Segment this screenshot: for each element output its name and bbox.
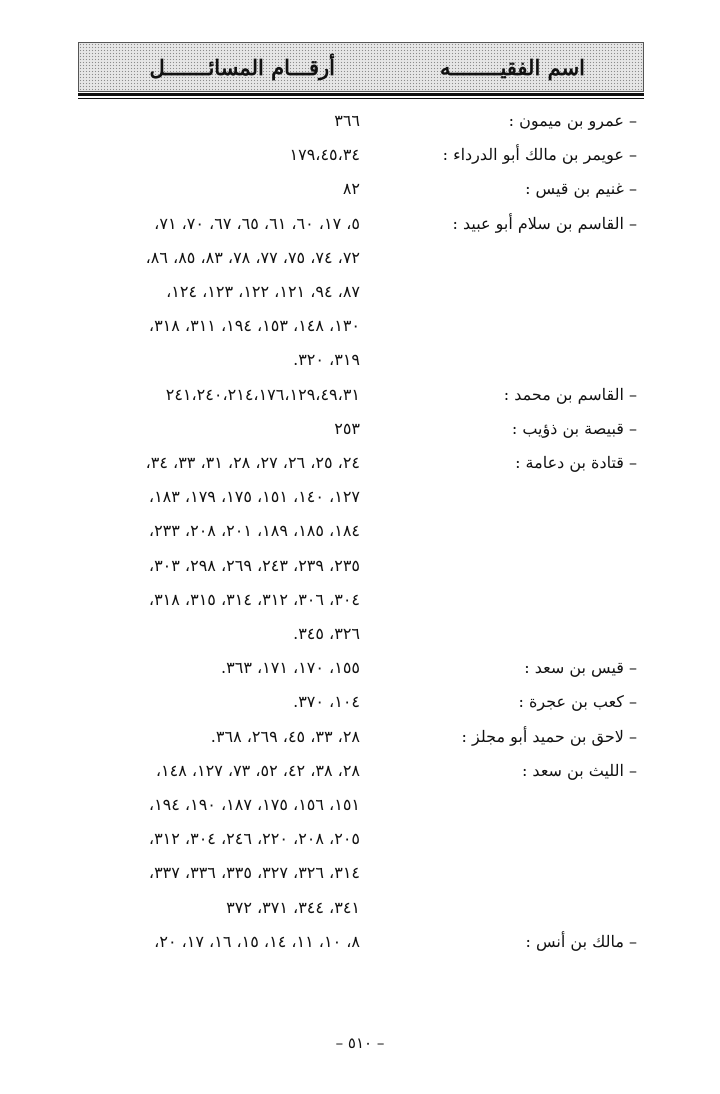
issue-numbers-line: ١٠٤، ٣٧٠. [293,692,360,712]
jurist-name: – غنيم بن قيس : [525,179,637,199]
jurist-name: – لاحق بن حميد أبو مجلز : [461,726,637,746]
issue-numbers-line: ٣١٩، ٣٢٠. [293,350,360,370]
jurist-name: – مالك بن أنس : [525,931,637,951]
jurist-name: – كعب بن عجرة : [518,692,637,712]
issue-numbers-line: ٨٧، ٩٤، ١٢١، ١٢٢، ١٢٣، ١٢٤، [166,282,360,301]
issue-numbers-line: ٨٢ [342,179,360,199]
issue-numbers-line: ٣٦٦ [334,111,360,130]
issue-numbers-line: ١٧٩،٤٥،٣٤ [289,145,360,165]
header-jurist-name: اسم الفقيــــــــه [439,55,585,80]
issue-numbers-line: ٢٠٥، ٢٠٨، ٢٢٠، ٢٤٦، ٣٠٤، ٣١٢، [148,829,360,849]
issue-numbers-line: ١٢٧، ١٤٠، ١٥١، ١٧٥، ١٧٩، ١٨٣، [148,487,360,507]
issue-numbers-line: ٢٣٥، ٢٣٩، ٢٤٣، ٢٦٩، ٢٩٨، ٣٠٣، [148,555,360,575]
issue-numbers-line: ١٥٥، ١٧٠، ١٧١، ٣٦٣. [221,658,360,678]
issue-numbers-line: ٨، ١٠، ١١، ١٤، ١٥، ١٦، ١٧، ٢٠، [154,931,360,951]
issue-numbers-line: ٢٨، ٣٣، ٤٥، ٢٦٩، ٣٦٨. [210,726,360,746]
jurist-name: – القاسم بن سلام أبو عبيد : [452,213,637,233]
issue-numbers-line: ٢٨، ٣٨، ٤٢، ٥٢، ٧٣، ١٢٧، ١٤٨، [155,760,360,780]
issue-numbers-line: ٢٤١،٢٤٠،٢١٤،١٧٦،١٢٩،٤٩،٣١ [165,384,360,404]
jurist-name: – قبيصة بن ذؤيب : [511,418,637,438]
jurist-name: – عمرو بن ميمون : [508,111,637,130]
issue-numbers-line: ١٣٠، ١٤٨، ١٥٣، ١٩٤، ٣١١، ٣١٨، [148,316,360,336]
jurist-name: – قيس بن سعد : [524,658,637,678]
issue-numbers-line: ٣٤١، ٣٤٤، ٣٧١، ٣٧٢ [226,897,360,917]
issue-numbers-line: ٣٢٦، ٣٤٥. [293,624,360,643]
header-issue-numbers: أرقـــام المسائـــــــل [149,55,335,80]
issue-numbers-line: ١٥١، ١٥٦، ١٧٥، ١٨٧، ١٩٠، ١٩٤، [148,795,360,814]
page-number: – ٥١٠ – [335,1034,385,1052]
issue-numbers-line: ٢٥٣ [334,418,360,438]
issue-numbers-line: ٧٢، ٧٤، ٧٥، ٧٧، ٧٨، ٨٣، ٨٥، ٨٦، [145,247,360,267]
issue-numbers-line: ٥، ١٧، ٦٠، ٦١، ٦٥، ٦٧، ٧٠، ٧١، [154,213,360,233]
jurist-name: – الليث بن سعد : [521,760,637,780]
jurist-name: – عويمر بن مالك أبو الدرداء : [442,145,637,165]
jurist-name: – قتادة بن دعامة : [515,453,637,472]
jurist-name: – القاسم بن محمد : [503,384,637,404]
issue-numbers-line: ٣١٤، ٣٢٦، ٣٢٧، ٣٣٥، ٣٣٦، ٣٣٧، [148,863,360,883]
issue-numbers-line: ٣٠٤، ٣٠٦، ٣١٢، ٣١٤، ٣١٥، ٣١٨، [148,589,360,609]
issue-numbers-line: ٢٤، ٢٥، ٢٦، ٢٧، ٢٨، ٣١، ٣٣، ٣٤، [145,453,360,472]
issue-numbers-line: ١٨٤، ١٨٥، ١٨٩، ٢٠١، ٢٠٨، ٢٣٣، [148,521,360,541]
